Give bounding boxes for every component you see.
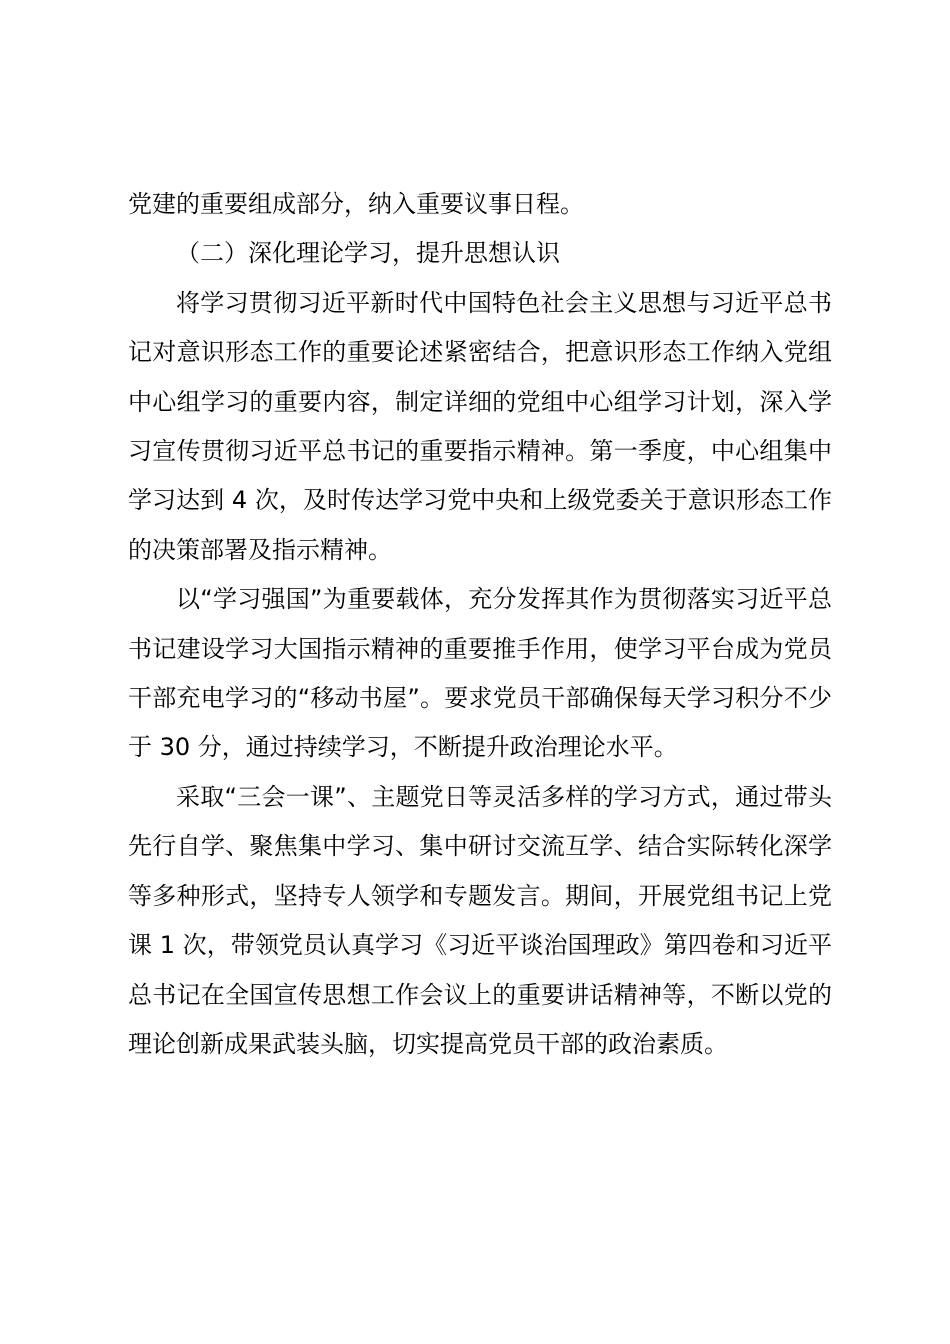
paragraph-theory-study: 将学习贯彻习近平新时代中国特色社会主义思想与习近平总书记对意识形态工作的重要论述紧密结合，把意识形态工作纳入党组中心组学习的重要内容，制定详细的党组中心组学习计划，深入学习宣传贯彻习近平总书记的重要指示精神。第一季度，中心组集中学习达到 4 次，及时传达学习党中央和上级党委关于意识形态工作的决策部署及指示精神。	[128, 288, 832, 564]
document-body	[128, 180, 832, 1069]
paragraph-xuexi-qiangguo: 以“学习强国”为重要载体，充分发挥其作为贯彻落实习近平总书记建设学习大国指示精神的重要推手作用，使学习平台成为党员干部充电学习的“移动书屋”。要求党员干部确保每天学习积分不少于 30 分，通过持续学习，不断提升政治理论水平。	[128, 585, 832, 762]
section-heading: （二）深化理论学习，提升思想认识	[176, 239, 560, 268]
paragraph-study-methods: 采取“三会一课”、主题党日等灵活多样的学习方式，通过带头先行自学、聚焦集中学习、集中研讨交流互学、结合实际转化深学等多种形式，坚持专人领学和专题发言。期间，开展党组书记上党课 1 次，带领党员认真学习《习近平谈治国理政》第四卷和习近平总书记在全国宣传思想工作会议上的重要讲话精神等，不断以党的理论创新成果武装头脑，切实提高党员干部的政治素质。	[128, 782, 832, 1058]
paragraph-continuation: 党建的重要组成部分，纳入重要议事日程。	[128, 190, 584, 218]
